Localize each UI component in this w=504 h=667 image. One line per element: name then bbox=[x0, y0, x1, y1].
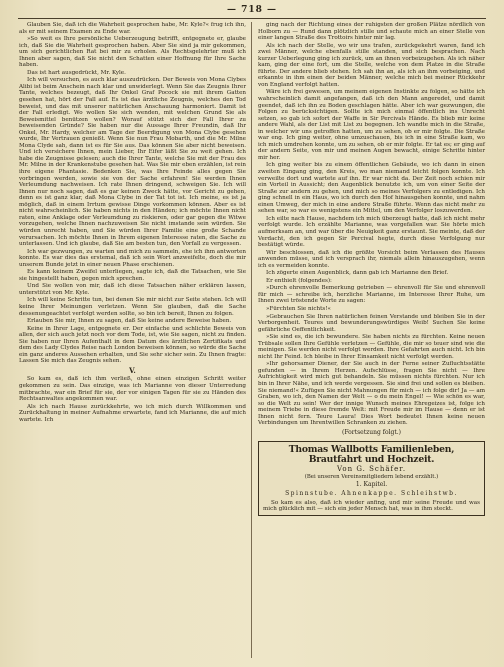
right-paragraph: Wir beschlossen, daß ich die größte Vorsicht beim Verlassen des Hauses anwenden müsse, und ich versprach ihr, niemals allein hinauszugehen, wenn ich es vermeiden konnte. bbox=[258, 249, 485, 269]
left-paragraph: Ich will keine Schritte tun, bei denen Sie mir nicht zur Seite stehen. Ich will keine Ihrer Meinungen verletzen. Wenn Sie glauben, daß die Sache dessenungeachtet verfolgt werden sollte, so bin ich bereit, Ihnen zu folgen. bbox=[19, 297, 246, 317]
left-paragraph: Erlauben Sie mir, Ihnen zu sagen, daß Sie keine andere Beweise haben. bbox=[27, 318, 232, 325]
letter-paragraph: »Gebrauchen Sie Ihren natürlichen feinen Verstande und bleiben Sie in der Verborgenheit. Teures und bewunderungswürdiges Weib! Suchen Sie keine gefährliche Oeffentlichkeit. bbox=[258, 313, 485, 333]
story-reprint-note: (Bei unseren Vereinsmitgliedern lebend erzählt.) bbox=[304, 473, 439, 480]
story-paragraph: So kam es also, daß ich wieder anfing, und mir seine Freude und was mich glücklich mit — sich ein jeder Mensch hat, was in ihm steckt. bbox=[263, 499, 480, 513]
chapter-heading: V. bbox=[129, 365, 136, 375]
right-paragraph: Ich zögerte einen Augenblick, dann gab ich Marianne den Brief. bbox=[266, 270, 449, 277]
right-paragraph: Wäre ich frei gewesen, um meinem eigenen Instinkte zu folgen, so hätte ich wahrscheinlich damit angefangen, daß ich den Mann angeredet, und damit geendet, daß ich ihn zu Boden geschlagen hätte. Aber ich war gezwungen, die Folgen zu berücksichtigen. Sollte ich mich einmal öffentlich ins Unrecht setzen, so gab ich sofort der Waffe in Sir Percivals Hände. Es blieb mir keine andere Wahl, als der List mit List zu begegnen. Ich wandte mich in die Straße, in welcher wir uns getroffen hatten, um zu sehen, ob er mir folgte. Die Straße war eng. Ich ging weiter, ohne umzuschauen, bis ich in eine Straße kam, wo ich mich umdrehen konnte, um zu sehen, ob er mir folgte. Er tat es; er ging auf der andern Seite, von mir und meinen Augen bewacht, einige Schritte hinter mir her. bbox=[258, 89, 485, 161]
left-paragraph: »So weit es Ihre persönliche Ueberzeugung betrifft, entgegnete er, glaube ich, daß Sie die Wahrheit gesprochen haben. Aber Sie sind ja mir gekommen, um sich gerichtlichen Rat bei mir zu erholen. Als Rechtsgelehrter muß ich Ihnen aber sagen, daß Sie nicht den Schatten einer Hoffnung für Ihre Sache haben. bbox=[19, 36, 246, 69]
left-paragraph: Das ist hart ausgedrückt, Mr. Kyle. bbox=[27, 69, 126, 76]
right-paragraph: ging nach der Richtung eines der ruhigsten der großen Plätze nördlich von Holborn zu — Rund dann plötzlich stille und schaute mich an einer Stelle von einer langen Straße des Trottoirs hinter mir lag. bbox=[258, 22, 485, 42]
right-paragraph: Er enthielt (folgendes): bbox=[266, 277, 332, 284]
right-column bbox=[258, 22, 485, 516]
story-setting: Spinnstube. Ahnenkappe. Schleihstwb. bbox=[285, 490, 458, 497]
left-paragraph: Glauben Sie, daß ich die Wahrheit gesprochen habe, Mr. Kyle?« frug ich ihn, als er mit seinem Examen zu Ende war. bbox=[19, 22, 246, 35]
left-paragraph: Keine in Ihrer Lage, entgegnete er. Der einfache und schlichte Beweis von allen, der sich auch jetzt noch vor dem Tode, ist, wie Sie sagen, nicht zu finden. Sie haben nur Ihren Aufenthalt in dem Datum des ärztlichen Zertifikats und dem des Lady Clydes Reise nach London beweisen können, so würde die Sache ein ganz anderes Aussehen erhalten, und Sie sehr sicher sein. Zu Ihnen fragte: Lassen Sie mich das Zeugnis sehen. bbox=[19, 325, 246, 365]
right-paragraph: Ich ging weiter bis zu einem öffentlichen Gebäude, wo ich dann in einen zweiten Eingang ging, den Kreis, wo man niemand leicht folgen konnte. Ich verweilte dort und wartete auf ihn. Er war nicht da. Der Zeit noch schien mir ein Vorteil in Aussicht; den Augenblick benutzte ich, um von einer Seite der Straße zur andern zu gehen, und mich so meines Verfolgers zu entledigen. Ich ging schnell in ein Haus, wo ich durch den Hof hinausgehen konnte, und nahm einen Umweg, der mich in eine andere Straße führte. Wenn das nicht mehr zu sehen war, so war es wenigstens ein Mittel, um den Verfolger loszuwerden. bbox=[258, 162, 485, 215]
continuation-note: (Fortsetzung folgt.) bbox=[342, 428, 401, 436]
left-paragraph: Als ich nach Hause zurückkehrte, wo ich mich durch Willkommen und Zurückhaltung in meiner Aufnahme erwartete, fand ich Marianne, die auf mich wartete. Ich bbox=[19, 403, 246, 423]
story-title: Thomas Wallbotts Familienleben, Brautfahrt und Hochzeit. bbox=[288, 444, 455, 466]
column-divider bbox=[251, 22, 252, 658]
story-author: Von G. Schäfer. bbox=[336, 465, 407, 474]
page-number: — 718 — bbox=[226, 5, 278, 15]
left-paragraph: Ich will versuchen, es auch klar auszudrücken. Der Beweis von Mona Clybes Alibi ist beim Anschein nach klar und unwiderlegt. Wenn Sie das Zeugnis Ihrer Tante, welches bezeugt, daß Ihr Onkel Graf Pocock sie mit ihrem Gatten gesehen hat, hört der Fall auf. Es ist das ärztliche Zeugnis, welches den Tod beweist, und das mit unserer natürlichen Anschauung harmoniert. Damit ist der Fall erledigt. Wo wollen Sie sich wenden, mit welchen Grund Sie als Beweismittel benützen wollen? Worauf stützt sich der Fall Ihrer zu beweisenden Gründe? Sie haben nur die Aussage Ihrer Freundin, daß Ihr Onkel, Mr. Hardy, welcher am Tage der Beerdigung von Mona Clybe gesehen wurde, Ihr Vertrauen genießt. Wenn Sie nun Frau Mobarth, und die Mr. Milne Mona Clyde sah, dann ist es für Sie aus. Das können Sie aber nicht beweisen. Und ich versichere Ihnen, mein Lieber, Ihr Eifer läßt Sie zu weit gehen. Ich habe die Zeugnisse gelesen; auch die Ihrer Tante, welche Sie mit der Frau des Mr. Milne in der Krankenstube gesehen hat. Was Sie mir eben erzählen, ist rein ihre eigene Phantasie. Bedenken Sie, was Ihre Feinde alles gegen Sie vorbringen werden, sowie sie von der Sache erfahren! Sie werden Ihnen Verleumdung nachweisen. Ich rate Ihnen dringend, schweigen Sie. Ich will Ihnen nur noch sagen, daß es gar keinen Zweck hätte, vor Gericht zu gehen, denn es ist ganz klar, daß Mona Clybe in der Tat tot ist. Ich meine, es ist ja möglich, daß in einem Irrtum gewisse Dinge vorkommen können. Aber es ist nicht wahrscheinlich. Sie haben nichts in den Händen; ich möchte Ihnen nicht raten, eine Anklage oder Verleumdung zu riskieren, oder gar gegen die Witwe vorzugehen, welche Ihnen nachzuweisen Sie nicht imstande sein würden. Sie würden unrecht haben, und Sie würden Ihrer Familie eine große Schande verursachen. Ich möchte Ihnen in Ihrem eigenen Interesse raten, die Sache zu unterlassen. Und ich glaube, daß Sie am besten tun, den Vorfall zu vergessen. bbox=[19, 77, 246, 248]
left-column bbox=[19, 22, 246, 424]
letter-paragraph: »Durch ehrenvolle Bemerkung getrieben — ehrenvoll für Sie und ehrenvoll für mich — schreibe ich, herzliche Marianne, im Interesse Ihrer Ruhe, um Ihnen zwei tröstende Worte zu sagen: bbox=[258, 285, 485, 305]
left-paragraph: So kam es, daß ich ihm verließ, ohne einen einzigen Schritt weiter gekommen zu sein. Das einzige, was ich Marianne von dieser Unterredung mitbrachte, war ein Brief für sie, der vor einigen Tagen für sie zu Händen des Rechtsanwaltes angekommen war. bbox=[19, 376, 246, 403]
header-rule bbox=[18, 18, 486, 19]
new-story-box bbox=[258, 441, 485, 515]
letter-paragraph: »Fürchten Sie nichts!« bbox=[266, 305, 331, 312]
right-paragraph: Als ich nach der Stelle, wo wir uns trafen, zurückgekehrt waren, fand ich zwei Männer, welche ebenfalls stille standen, und sich besprachen. Nach kurzer Ueberlegung ging ich zurück, um an ihnen vorbeizugehen. Als ich näher kam, ging der eine fort, um die Stelle, welche von dem Platze in die Straße führte. Der andere blieb stehen. Ich sah ihn an, als ich an ihm vorbeiging, und erkannte in ihm einen der beiden Männer, welche mich bei meiner Rückkehr von England verfolgt hatten. bbox=[258, 42, 485, 88]
story-chapter: 1. Kapitel. bbox=[355, 481, 388, 489]
left-paragraph: Ich war gezwungen, zu warten und mich zu sammeln, ehe ich ihm antworten konnte. Es war dies das erstemal, daß ich sein Wort anzweifelte, doch die mir unserem Bunde jetzt in einer neuen Phase erschienen. bbox=[19, 248, 246, 268]
letter-paragraph: »Ihr gehorsamer Diener, der Sie auch in der Ferne seiner Zufluchtsstätte gefunden — in Ihrem Herzen. Aufschlüsse, fragen Sie nicht — Ihre Aufrichtigkeit wird mich gut behandeln. Sie müssen nichts fürchten. Nur ich bin in Ihrer Nähe, und ich werde vergessen. Sie sind frei und sollen es bleiben. Sie niemand!« Zufügen Sie nicht Mahnungen für mich — ich folge dir! Ja — am Graben, wo ich, den Namen der Welt — o du mein Engel! — Wie schön es war, so die Welt zu sein! Wer der innige Wunsch meines Ehregeizes ist, folge ich meinem Triebe in diese fremde Welt: mit Freude mir im Hause — denn er ist Ihnen nicht fern. Teure Laura! Dies Wort bedeutet Ihnen keine neuen Verbindungen um Ihrentwillen Schranken zu ziehen. bbox=[258, 361, 485, 427]
letter-paragraph: »Sie sind es, die ich bewundere. Sie haben nichts zu fürchten. Keine neuen Trübsale sollen Ihre Gefühle verletzen — Gefühle, die mir so teuer sind wie die meinigen. Sie werden nicht verfolgt werden. Ihre Gefahrten auch nicht. Ich bin nicht Ihr Feind. Ich bleibe in Ihrer Einsamkeit nicht verfolgt werden. bbox=[258, 334, 485, 360]
left-paragraph: Und Sie wollen von mir, daß ich diese Tatsachen näher erklären lassen, unterstützt von Mr. Kyle. bbox=[19, 283, 246, 296]
right-paragraph: Ich eilte nach Hause, nachdem ich mich überzeugt hatte, daß ich nicht mehr verfolgt wurde. Ich erzählte Marianne, was vorgefallen war. Sie hörte mich aufmerksam an, und war über die Neuigkeit ganz erstaunt. Sie meinte, daß der Verdacht, den ich gegen Sir Percival hegte, durch diese Verfolgung nur bestätigt würde. bbox=[258, 215, 485, 249]
left-paragraph: Es kann keinem Zweifel unterliegen, sagte ich, daß die Tatsachen, wie Sie sie hingestellt haben, gegen mich sprechen. bbox=[19, 269, 246, 282]
